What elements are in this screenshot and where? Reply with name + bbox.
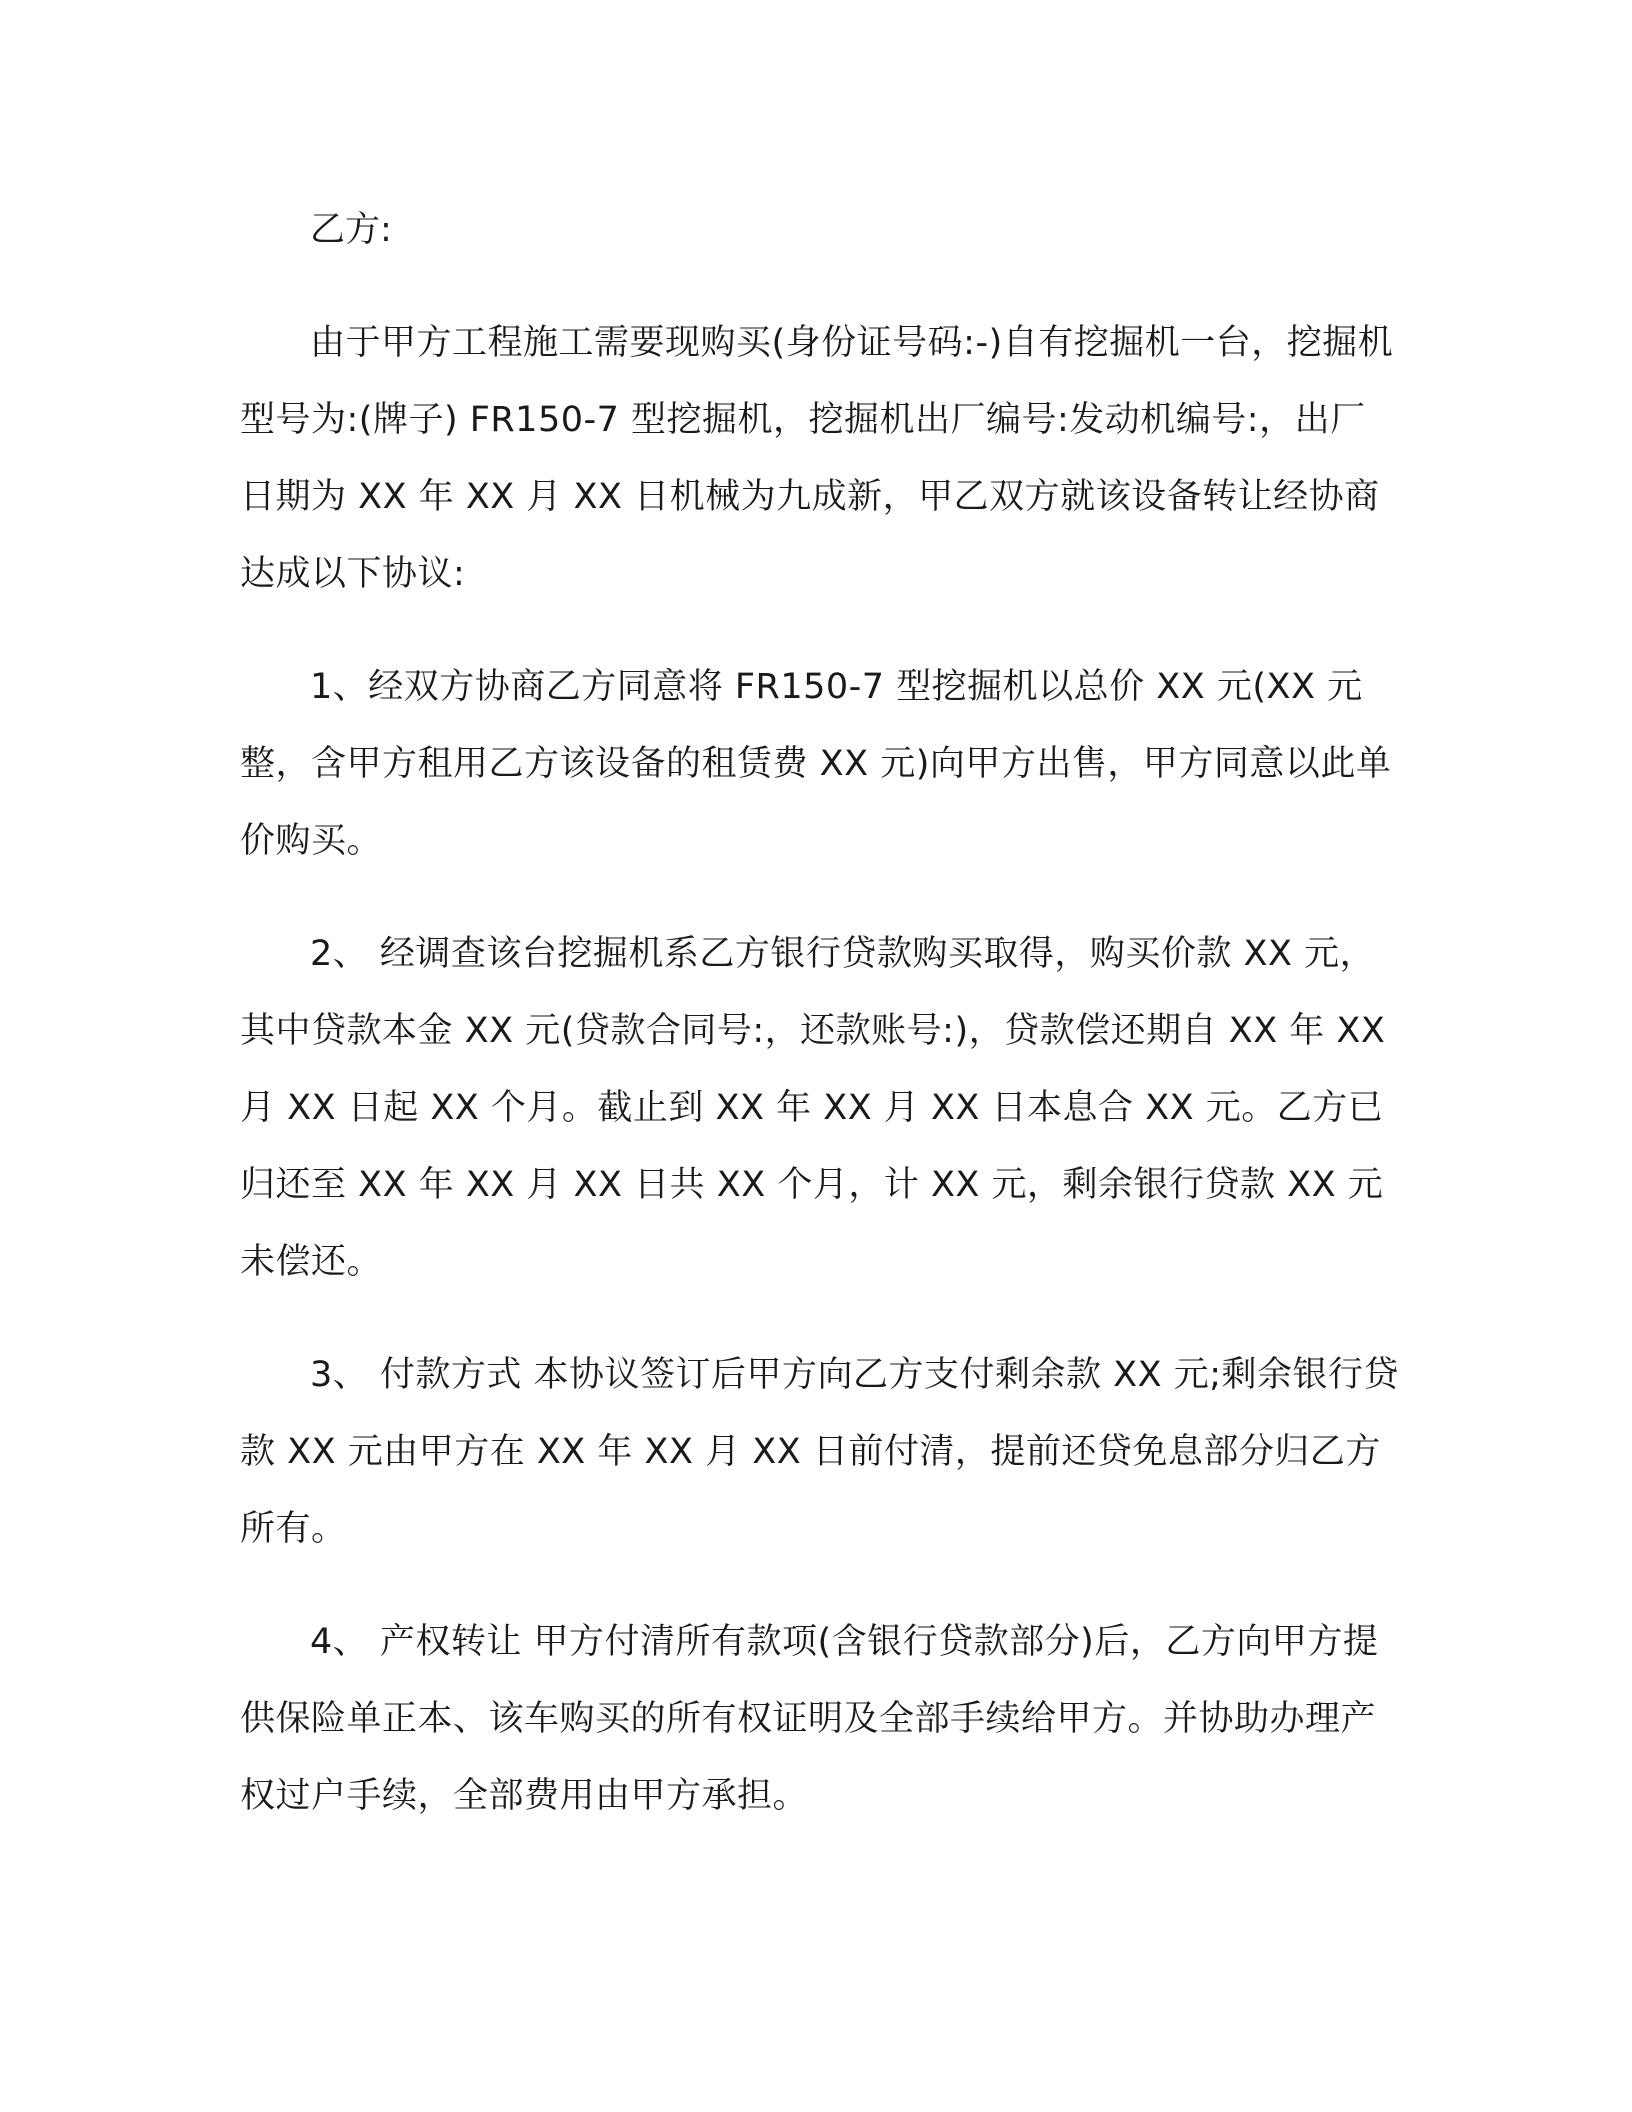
intro-paragraph: 由于甲方工程施工需要现购买(身份证号码:-)自有挖掘机一台，挖掘机型号为:(牌子) FR150-7 型挖掘机，挖掘机出厂编号:发动机编号:，出厂日期为 XX 年 XX 月 XX 日机械为九成新，甲乙双方就该设备转让经协商达成以下协议:	[240, 323, 1394, 594]
clause-1: 1、经双方协商乙方同意将 FR150-7 型挖掘机以总价 XX 元(XX 元整，含甲方租用乙方该设备的租赁费 XX 元)向甲方出售，甲方同意以此单价购买。	[240, 667, 1392, 861]
document-page	[240, 192, 1400, 1835]
clause-2: 2、 经调查该台挖掘机系乙方银行贷款购买取得，购买价款 XX 元，其中贷款本金 XX 元(贷款合同号:，还款账号:)，贷款偿还期自 XX 年 XX 月 XX 日起 XX 个月。截止到 XX 年 XX 月 XX 日本息合 XX 元。乙方已归还至 XX 年 XX 月 XX 日共 XX 个月，计 XX 元，剩余银行贷款 XX 元未偿还。	[240, 934, 1386, 1282]
clause-3: 3、 付款方式 本协议签订后甲方向乙方支付剩余款 XX 元;剩余银行贷款 XX 元由甲方在 XX 年 XX 月 XX 日前付清，提前还贷免息部分归乙方所有。	[240, 1355, 1400, 1549]
clause-4: 4、 产权转让 甲方付清所有款项(含银行贷款部分)后，乙方向甲方提供保险单正本、该车购买的所有权证明及全部手续给甲方。并协助办理产权过户手续，全部费用由甲方承担。	[240, 1622, 1379, 1816]
party-b-label: 乙方:	[310, 210, 392, 250]
